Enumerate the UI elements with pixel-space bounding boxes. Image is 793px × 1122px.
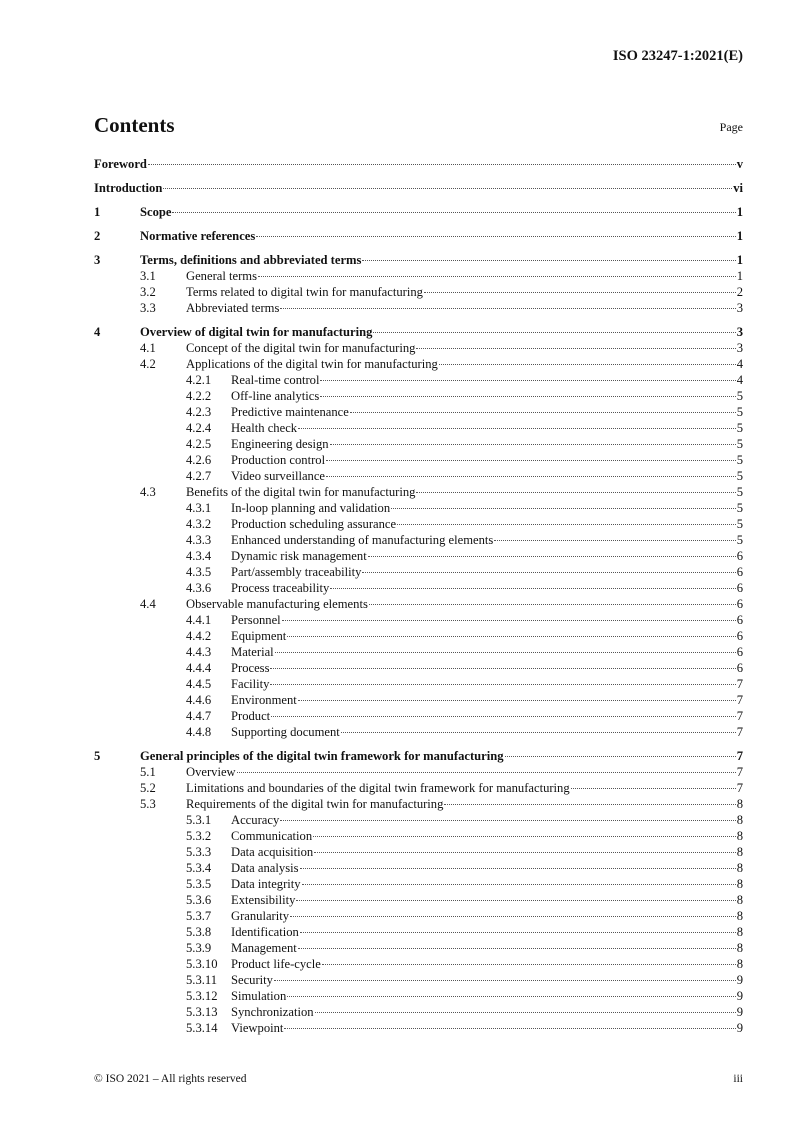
toc-entry-title[interactable]: Equipment [231,629,287,643]
dot-leader [270,684,735,685]
toc-entry-number: 4.2 [140,357,156,371]
toc-entry[interactable] [94,676,743,692]
toc-entry-title[interactable]: General principles of the digital twin framework for manufacturing [140,749,504,763]
dot-leader [282,620,736,621]
dot-leader [172,212,735,213]
toc-entry-title[interactable]: Limitations and boundaries of the digital twin framework for manufacturing [186,781,570,795]
dot-leader [256,236,735,237]
toc-entry-number: 4.2.5 [186,437,212,451]
dot-leader [290,916,736,917]
toc-entry-title[interactable]: Facility [231,677,270,691]
toc-entry-page: 3 [736,341,743,355]
toc-entry[interactable] [94,612,743,628]
toc-entry[interactable] [94,180,743,196]
dot-leader [424,292,736,293]
toc-entry-page: 7 [736,781,743,795]
dot-leader [313,836,736,837]
toc-entry-number: 4.1 [140,341,156,355]
toc-entry[interactable] [94,564,743,580]
dot-leader [326,476,736,477]
dot-leader [373,332,735,333]
toc-entry[interactable] [94,908,743,924]
toc-entry-number: 5.3.5 [186,877,212,891]
dot-leader [571,788,736,789]
dot-leader [296,900,735,901]
dot-leader [298,428,736,429]
toc-entry-number: 2 [94,229,101,243]
toc-entry[interactable] [94,436,743,452]
dot-leader [444,804,735,805]
toc-entry[interactable] [94,828,743,844]
toc-entry-page: 4 [736,357,743,371]
dot-leader [362,260,735,261]
dot-leader [300,868,736,869]
toc-entry-page: 8 [736,941,743,955]
toc-entry[interactable] [94,924,743,940]
toc-entry-page: 5 [736,501,743,515]
toc-entry-title[interactable]: Simulation [231,989,287,1003]
toc-entry-number: 4.4.1 [186,613,212,627]
toc-entry[interactable] [94,844,743,860]
toc-entry-title[interactable]: Material [231,645,274,659]
dot-leader [280,820,735,821]
toc-entry-page: 5 [736,437,743,451]
toc-entry-page: 6 [736,629,743,643]
toc-entry[interactable] [94,708,743,724]
toc-entry-page: 2 [736,285,743,299]
toc-entry-number: 5.1 [140,765,156,779]
dot-leader [258,276,736,277]
toc-entry-page: 9 [736,1021,743,1035]
toc-entry-title[interactable]: Supporting document [231,725,340,739]
dot-leader [505,756,736,757]
toc-entry[interactable] [94,628,743,644]
dot-leader [274,980,736,981]
toc-entry-number: 4.2.1 [186,373,212,387]
toc-entry-page: 6 [736,565,743,579]
dot-leader [237,772,736,773]
dot-leader [287,996,735,997]
dot-leader [300,932,736,933]
toc-entry[interactable] [94,956,743,972]
dot-leader [369,604,736,605]
dot-leader [302,884,736,885]
toc-entry-page: 8 [736,893,743,907]
toc-entry-number: 4.3.2 [186,517,212,531]
toc-entry[interactable] [94,692,743,708]
toc-entry[interactable] [94,324,743,340]
toc-entry-title[interactable]: Part/assembly traceability [231,565,362,579]
table-of-contents [94,156,743,1036]
toc-entry-title[interactable]: Applications of the digital twin for manufacturing [186,357,438,371]
toc-entry-number: 5.3.10 [186,957,218,971]
toc-entry-number: 5.3.9 [186,941,212,955]
toc-entry-title[interactable]: Product life-cycle [231,957,321,971]
toc-entry-title[interactable]: Engineering design [231,437,329,451]
toc-entry-title[interactable]: Requirements of the digital twin for manufacturing [186,797,444,811]
toc-entry[interactable] [94,156,743,172]
toc-entry-page: 3 [736,325,743,339]
toc-entry-number: 5.3.3 [186,845,212,859]
dot-leader [350,412,736,413]
toc-entry-page: 8 [736,925,743,939]
toc-entry[interactable] [94,452,743,468]
dot-leader [320,380,735,381]
toc-entry-page: 1 [736,253,743,267]
toc-entry-page: 8 [736,909,743,923]
toc-entry-page: 9 [736,989,743,1003]
toc-entry-page: 7 [736,677,743,691]
toc-entry-number: 5.2 [140,781,156,795]
dot-leader [368,556,736,557]
toc-entry-title[interactable]: Viewpoint [231,1021,284,1035]
toc-entry-title[interactable]: Off-line analytics [231,389,320,403]
toc-entry-title[interactable]: Overview of digital twin for manufacturing [140,325,373,339]
dot-leader [362,572,735,573]
toc-entry-title[interactable]: Identification [231,925,299,939]
dot-leader [271,716,736,717]
toc-entry[interactable] [94,420,743,436]
toc-entry-number: 4.3.4 [186,549,212,563]
dot-leader [298,948,736,949]
toc-entry-number: 4.2.6 [186,453,212,467]
toc-entry[interactable] [94,812,743,828]
toc-entry[interactable] [94,892,743,908]
toc-entry-page: 8 [736,877,743,891]
toc-entry-page: 4 [736,373,743,387]
toc-entry-page: 5 [736,389,743,403]
toc-entry[interactable] [94,580,743,596]
dot-leader [298,700,736,701]
toc-entry-number: 4.3.1 [186,501,212,515]
toc-entry-title[interactable]: General terms [186,269,257,283]
toc-entry[interactable] [94,796,743,812]
toc-entry-number: 4 [94,325,101,339]
toc-entry[interactable] [94,596,743,612]
toc-entry-number: 5.3.14 [186,1021,218,1035]
page-number: iii [733,1073,743,1085]
toc-entry-title[interactable]: Scope [140,205,172,219]
toc-entry-page: 1 [736,205,743,219]
toc-entry-number: 4.3 [140,485,156,499]
dot-leader [320,396,735,397]
toc-entry-page: 5 [736,533,743,547]
dot-leader [326,460,736,461]
toc-entry[interactable] [94,988,743,1004]
dot-leader [322,964,736,965]
toc-entry-page: 8 [736,829,743,843]
toc-entry[interactable] [94,500,743,516]
toc-entry-page: 7 [736,693,743,707]
toc-entry-title[interactable]: Synchronization [231,1005,314,1019]
toc-entry-page: 5 [736,517,743,531]
toc-entry-title[interactable]: Communication [231,829,313,843]
toc-entry[interactable] [94,532,743,548]
toc-entry-title[interactable]: Production control [231,453,326,467]
toc-entry-page: 5 [736,405,743,419]
toc-entry[interactable] [94,724,743,740]
dot-leader [416,348,735,349]
toc-entry-page: 1 [736,229,743,243]
toc-entry-title[interactable]: Enhanced understanding of manufacturing elements [231,533,494,547]
toc-entry[interactable] [94,252,743,268]
toc-entry-number: 4.3.3 [186,533,212,547]
toc-entry-title[interactable]: In-loop planning and validation [231,501,391,515]
toc-entry-page: 8 [736,797,743,811]
page-column-label: Page [719,120,743,134]
toc-entry-number: 4.3.6 [186,581,212,595]
toc-entry-number: 5.3.2 [186,829,212,843]
toc-entry-title[interactable]: Health check [231,421,298,435]
toc-entry-number: 5.3.13 [186,1005,218,1019]
toc-entry-title[interactable]: Process traceability [231,581,330,595]
toc-entry-page: 6 [736,597,743,611]
toc-entry-title[interactable]: Observable manufacturing elements [186,597,368,611]
toc-entry-page: 5 [736,485,743,499]
toc-entry[interactable] [94,644,743,660]
toc-entry[interactable] [94,780,743,796]
toc-entry-title[interactable]: Process [231,661,270,675]
toc-entry-title[interactable]: Predictive maintenance [231,405,349,419]
toc-entry-page: 6 [736,645,743,659]
toc-entry-number: 1 [94,205,101,219]
toc-entry-number: 4.4.4 [186,661,212,675]
dot-leader [439,364,736,365]
toc-entry-title[interactable]: Dynamic risk management [231,549,367,563]
toc-entry-page: 6 [736,661,743,675]
toc-entry-title[interactable]: Overview [186,765,236,779]
toc-entry-number: 4.2.4 [186,421,212,435]
toc-entry[interactable] [94,300,743,316]
dot-leader [330,444,736,445]
toc-entry-number: 5.3.8 [186,925,212,939]
toc-entry[interactable] [94,972,743,988]
toc-entry-page: 8 [736,861,743,875]
toc-entry-title[interactable]: Accuracy [231,813,280,827]
toc-entry-page: 5 [736,469,743,483]
toc-entry-number: 4.4.5 [186,677,212,691]
toc-entry-page: 6 [736,581,743,595]
toc-entry-page: vi [733,181,743,195]
toc-entry-title[interactable]: Personnel [231,613,281,627]
toc-entry-title[interactable]: Benefits of the digital twin for manufacturing [186,485,416,499]
toc-entry-page: 9 [736,973,743,987]
dot-leader [287,636,735,637]
toc-entry-title[interactable]: Data acquisition [231,845,314,859]
toc-entry[interactable] [94,284,743,300]
toc-entry[interactable] [94,764,743,780]
toc-entry-title[interactable]: Data integrity [231,877,301,891]
toc-entry-page: 7 [736,765,743,779]
toc-entry-title[interactable]: Terms related to digital twin for manufacturing [186,285,423,299]
toc-entry-number: 3.3 [140,301,156,315]
toc-entry-page: 5 [736,421,743,435]
toc-entry-number: 4.4.7 [186,709,212,723]
toc-entry[interactable] [94,876,743,892]
dot-leader [391,508,736,509]
toc-entry[interactable] [94,468,743,484]
toc-entry[interactable] [94,356,743,372]
toc-entry-number: 4.3.5 [186,565,212,579]
page-title: Contents [94,113,175,137]
toc-entry-page: 6 [736,549,743,563]
toc-entry-number: 5.3.6 [186,893,212,907]
toc-entry-title[interactable]: Introduction [94,181,163,195]
toc-entry-title[interactable]: Normative references [140,229,256,243]
toc-entry[interactable] [94,228,743,244]
toc-entry-number: 4.2.3 [186,405,212,419]
dot-leader [397,524,736,525]
toc-entry-number: 4.4 [140,597,156,611]
toc-entry-page: 8 [736,845,743,859]
toc-entry-number: 3.2 [140,285,156,299]
dot-leader [284,1028,735,1029]
toc-entry-page: 9 [736,1005,743,1019]
toc-entry[interactable] [94,516,743,532]
dot-leader [330,588,735,589]
toc-entry-number: 5.3.4 [186,861,212,875]
toc-entry-title[interactable]: Abbreviated terms [186,301,280,315]
toc-entry[interactable] [94,372,743,388]
toc-entry-number: 4.2.7 [186,469,212,483]
toc-entry-page: 7 [736,725,743,739]
toc-entry-title[interactable]: Data analysis [231,861,299,875]
document-id-header: ISO 23247-1:2021(E) [612,48,743,64]
toc-entry-page: 5 [736,453,743,467]
toc-entry[interactable] [94,404,743,420]
toc-entry-number: 5 [94,749,101,763]
dot-leader [163,188,732,189]
toc-entry-number: 4.4.2 [186,629,212,643]
toc-entry-page: 8 [736,813,743,827]
toc-entry-title[interactable]: Production scheduling assurance [231,517,397,531]
dot-leader [148,164,736,165]
toc-entry-number: 4.4.6 [186,693,212,707]
toc-entry-page: 3 [736,301,743,315]
toc-entry-title[interactable]: Real-time control [231,373,320,387]
toc-entry-title[interactable]: Granularity [231,909,290,923]
toc-entry-number: 4.4.8 [186,725,212,739]
toc-entry[interactable] [94,1020,743,1036]
toc-entry-number: 3 [94,253,101,267]
toc-entry[interactable] [94,1004,743,1020]
toc-entry[interactable] [94,340,743,356]
toc-entry[interactable] [94,660,743,676]
dot-leader [494,540,735,541]
toc-entry[interactable] [94,860,743,876]
toc-entry-page: 8 [736,957,743,971]
toc-entry-number: 3.1 [140,269,156,283]
dot-leader [315,1012,736,1013]
toc-entry-number: 4.4.3 [186,645,212,659]
dot-leader [280,308,735,309]
toc-entry-title[interactable]: Management [231,941,297,955]
dot-leader [275,652,736,653]
toc-entry[interactable] [94,204,743,220]
toc-entry[interactable] [94,484,743,500]
toc-entry[interactable] [94,940,743,956]
toc-entry[interactable] [94,748,743,764]
toc-entry-number: 5.3.12 [186,989,218,1003]
toc-entry-number: 4.2.2 [186,389,212,403]
toc-entry-page: 7 [736,749,743,763]
toc-entry[interactable] [94,548,743,564]
copyright-footer: © ISO 2021 – All rights reserved [94,1073,247,1085]
toc-entry-title[interactable]: Extensibility [231,893,296,907]
dot-leader [341,732,736,733]
toc-entry[interactable] [94,268,743,284]
dot-leader [270,668,735,669]
toc-entry-page: v [736,157,743,171]
toc-entry-title[interactable]: Concept of the digital twin for manufacturing [186,341,416,355]
toc-entry-title[interactable]: Terms, definitions and abbreviated terms [140,253,362,267]
toc-entry[interactable] [94,388,743,404]
dot-leader [314,852,736,853]
toc-entry-title[interactable]: Environment [231,693,297,707]
toc-entry-page: 1 [736,269,743,283]
toc-entry-number: 5.3 [140,797,156,811]
toc-entry-title[interactable]: Foreword [94,157,147,171]
toc-entry-title[interactable]: Security [231,973,273,987]
toc-entry-title[interactable]: Video surveillance [231,469,326,483]
toc-entry-page: 6 [736,613,743,627]
toc-entry-number: 5.3.7 [186,909,212,923]
toc-entry-title[interactable]: Product [231,709,271,723]
toc-entry-number: 5.3.1 [186,813,212,827]
dot-leader [416,492,735,493]
toc-entry-number: 5.3.11 [186,973,218,987]
toc-entry-page: 7 [736,709,743,723]
